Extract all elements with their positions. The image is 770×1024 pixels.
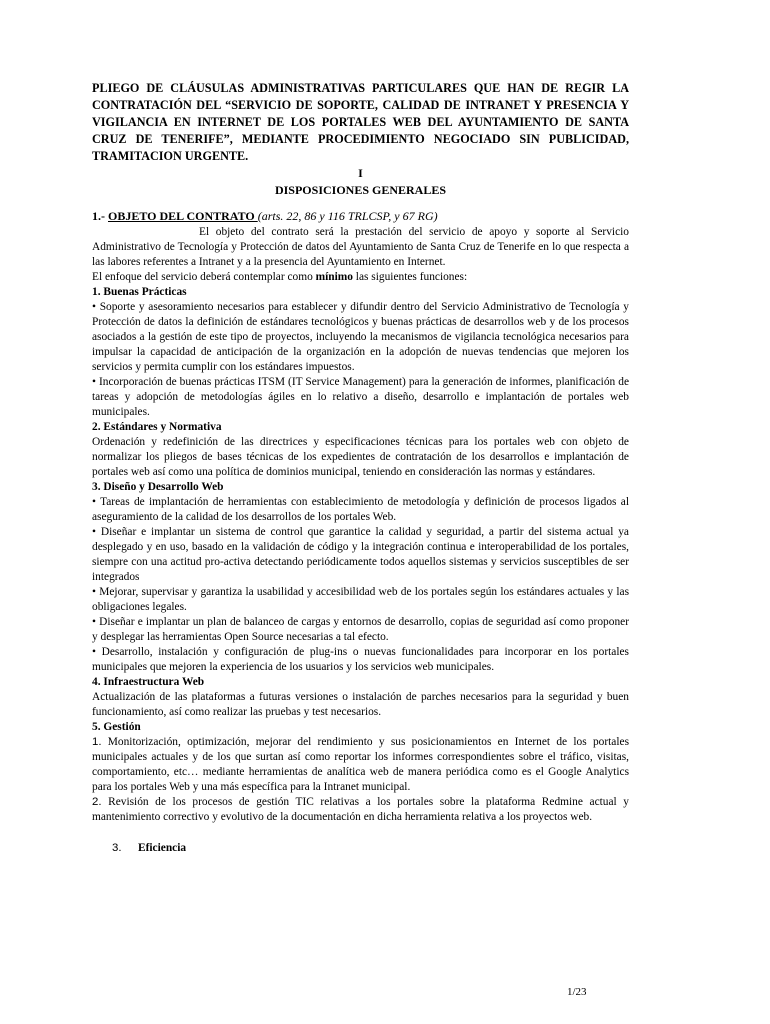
eficiencia-label: Eficiencia	[138, 842, 187, 854]
bullet-item: • Diseñar e implantar un sistema de control que garantice la calidad y seguridad, a partir del sistema actual ya desplegado y en uso, basado en la validación de código y la integración continua e interoperabilidad de los portales, siempre con una actitud pro-activa detectando periódicamente todos aquellos sistemas y servicios susceptibles de ser integrados	[92, 526, 629, 583]
bullet-item: • Incorporación de buenas prácticas ITSM (IT Service Management) para la generación de informes, planificación de tareas y adopción de metodologías ágiles en lo relativo a diseño, desarrollo e implantación de portales web municipales.	[92, 376, 629, 418]
section-heading	[92, 208, 629, 225]
chapter-number: I	[358, 166, 363, 180]
item-number: 2.	[92, 796, 102, 808]
heading-eficiencia	[92, 841, 629, 856]
eficiencia-number: 3.	[112, 842, 122, 854]
item-number: 1.	[92, 736, 102, 748]
heading-infraestructura: 4. Infraestructura Web	[92, 676, 205, 688]
bullet-item: • Diseñar e implantar un plan de balanceo de cargas y entornos de desarrollo, copias de seguridad así como proponer y desplegar las herramientas Open Source necesarias a tal efecto.	[92, 616, 629, 643]
intro-functions-pre: El enfoque del servicio deberá contemplar como	[92, 271, 316, 283]
paragraph-infraestructura: Actualización de las plataformas a futuras versiones o instalación de parches necesarios para la seguridad y buen funcionamiento, así como realizar las pruebas y test necesarios.	[92, 691, 629, 718]
document-title: PLIEGO DE CLÁUSULAS ADMINISTRATIVAS PARTICULARES QUE HAN DE REGIR LA CONTRATACIÓN DEL “SERVICIO DE SOPORTE, CALIDAD DE INTRANET Y PRESENCIA Y VIGILANCIA EN INTERNET DE LOS PORTALES WEB DEL AYUNTAMIENTO DE SANTA CRUZ DE TENERIFE”, MEDIANTE PROCEDIMIENTO NEGOCIADO SIN PUBLICIDAD, TRAMITACION URGENTE.	[92, 81, 629, 163]
bullet-item: • Mejorar, supervisar y garantiza la usabilidad y accesibilidad web de los portales según los estándares actuales y las obligaciones legales.	[92, 586, 629, 613]
item-text: Revisión de los procesos de gestión TIC relativas a los portales sobre la plataforma Redmine actual y mantenimiento correctivo y evolutivo de la documentación en dicha herramienta relativa a los proyectos web.	[92, 796, 629, 823]
numbered-item	[92, 795, 629, 825]
chapter-title: DISPOSICIONES GENERALES	[274, 183, 447, 197]
intro-functions	[92, 270, 629, 285]
heading-estandares: 2. Estándares y Normativa	[92, 421, 222, 433]
numbered-item	[92, 735, 629, 795]
bullet-item: • Tareas de implantación de herramientas con establecimiento de metodología y definición de procesos ligados al aseguramiento de la calidad de los desarrollos de los portales Web.	[92, 496, 629, 523]
intro-functions-bold: mínimo	[315, 271, 353, 283]
item-text: Monitorización, optimización, mejorar del rendimiento y sus posicionamientos en Internet de los portales municipales actuales y de los que surtan así como reportar los informes correspondientes sobre el tráfico, visitas, comportamiento, etc… mediante herramientas de analítica web de manera periódica como es el Google Analytics para los portales Web y una más específica para la Intranet municipal.	[92, 736, 629, 793]
document-page	[92, 80, 629, 856]
heading-gestion: 5. Gestión	[92, 721, 141, 733]
section-reference: (arts. 22, 86 y 116 TRLCSP, y 67 RG)	[257, 209, 438, 223]
section-title: OBJETO DEL CONTRATO	[108, 209, 258, 223]
section-number: 1.-	[92, 209, 108, 223]
intro-paragraph: El objeto del contrato será la prestación del servicio de apoyo y soporte al Servicio Administrativo de Tecnología y Protección de datos del Ayuntamiento de Santa Cruz de Tenerife en lo que respecta a las labores referentes a Intranet y a la presencia del Ayuntamiento en Internet.	[92, 226, 629, 268]
heading-buenas-practicas: 1. Buenas Prácticas	[92, 286, 187, 298]
bullet-item: • Desarrollo, instalación y configuración de plug-ins o nuevas funcionalidades para incorporar en los portales municipales que mejoren la experiencia de los usuarios y los servicios web municipales.	[92, 646, 629, 673]
bullet-item: • Soporte y asesoramiento necesarios para establecer y difundir dentro del Servicio Administrativo de Tecnología y Protección de datos la definición de estándares tecnológicos y buenas prácticas de desarrollos web y de los procesos asociados a la gestión de este tipo de proyectos, incluyendo la mecanismos de vigilancia tecnológica necesarios para impulsar la capacidad de anticipación de la organización en la adopción de nuevas tendencias que mejoren los servicios y permita cumplir con los estándares impuestos.	[92, 301, 629, 373]
paragraph-estandares: Ordenación y redefinición de las directrices y especificaciones técnicas para los portales web con objeto de normalizar los pliegos de bases técnicas de los expedientes de contratación de los desarrollos e implantación de portales web así como una política de dominios municipal, teniendo en consideración las normas y estándares.	[92, 436, 629, 478]
intro-functions-post: las siguientes funciones:	[352, 271, 468, 283]
page-number: 1/23	[567, 986, 587, 998]
heading-diseno-desarrollo: 3. Diseño y Desarrollo Web	[92, 481, 224, 493]
